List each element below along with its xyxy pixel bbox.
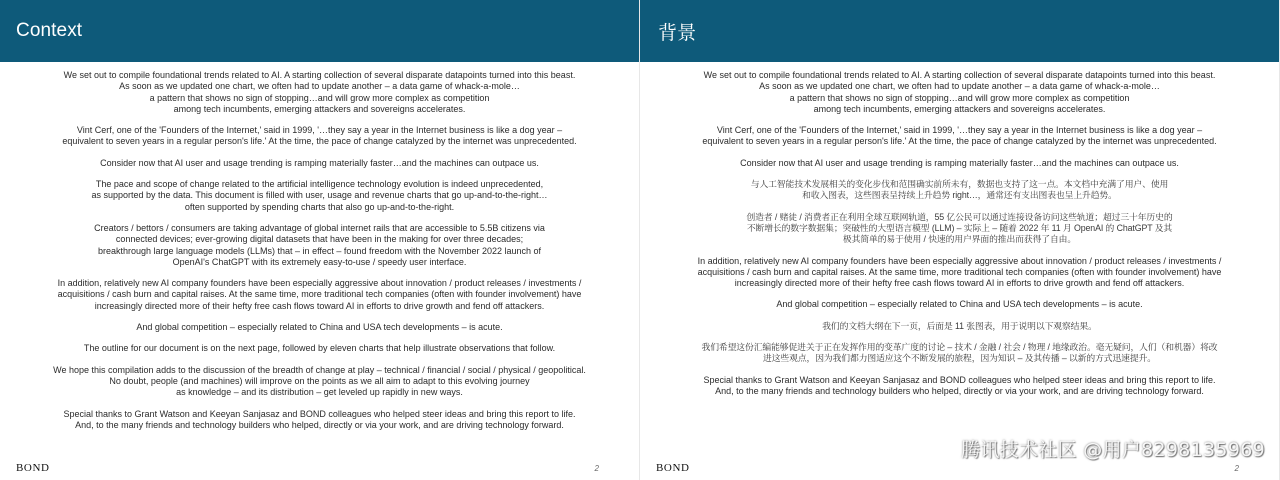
paragraph-line: We hope this compilation adds to the discussion of the breadth of change at play – technical / financial / social / physical / geopolitical. <box>53 364 586 375</box>
paragraph-line: The outline for our document is on the next page, followed by eleven charts that help illustrate observations that follow. <box>83 343 556 354</box>
paragraph-line: equivalent to seven years in a regular person's life.' At the time, the pace of change catalyzed by the internet was unprecedented. <box>702 136 1217 147</box>
paragraph-line: The pace and scope of change related to the artificial intelligence technology evolution is indeed unprecedented, <box>95 179 544 190</box>
paragraph-line: In addition, relatively new AI company founders have been especially aggressive about innovation / product releases / investments / <box>697 255 1222 266</box>
paragraph <box>18 179 621 213</box>
paragraph-line: as supported by the data. This document is filled with user, usage and revenue charts that go up-and-to-the-right… <box>91 190 548 201</box>
paragraph-line: connected devices; ever-growing digital datasets that have been in the making for over three decades; <box>115 234 524 245</box>
paragraph <box>18 409 621 432</box>
watermark-text: 腾讯技术社区 @用户8298135969 <box>961 439 1265 461</box>
slide-title: Context <box>16 20 83 41</box>
paragraph-line: equivalent to seven years in a regular person's life.' At the time, the pace of change catalyzed by the internet was unprecedented. <box>62 136 577 147</box>
paragraph-line: often supported by spending charts that also go up-and-to-the-right. <box>184 201 455 212</box>
paragraph-line: a pattern that shows no sign of stopping…and will grow more complex as competition <box>149 92 490 103</box>
slide-header <box>640 0 1279 62</box>
paragraph <box>658 299 1261 310</box>
paragraph-line: We set out to compile foundational trends related to AI. A starting collection of several disparate datapoints turned into this beast. <box>703 70 1216 80</box>
bond-logo: BOND <box>656 462 690 474</box>
paragraph-line: 进这些观点，因为我们都力图适应这个不断发展的旅程，因为知识 – 及其传播 – 以新的方式迅速提升。 <box>763 353 1156 364</box>
slide-body <box>18 70 621 441</box>
page-number: 2 <box>1234 464 1239 473</box>
paragraph <box>658 256 1261 290</box>
paragraph-line: breakthrough large language models (LLMs) that – in effect – found freedom with the November 2022 launch of <box>97 245 542 256</box>
page-number: 2 <box>594 464 599 473</box>
paragraph-line: No doubt, people (and machines) will improve on the points as we all aim to adapt to this evolving journey <box>109 375 530 386</box>
paragraph-line: OpenAI's ChatGPT with its extremely easy-to-use / speedy user interface. <box>172 256 467 267</box>
paragraph-line: We set out to compile foundational trends related to AI. A starting collection of several disparate datapoints turned into this beast. <box>63 70 576 80</box>
paragraph-line: And, to the many friends and technology builders who helped, directly or via your work, and are driving technology forward. <box>715 385 1204 396</box>
paragraph-line: 创造者 / 赌徒 / 消费者正在利用全球互联网轨道，55 亿公民可以通过连接设备访问这些轨道；超过三十年历史的 <box>746 211 1173 222</box>
slide-title: 背景 <box>658 21 697 44</box>
paragraph-line: Special thanks to Grant Watson and Keeyan Sanjasaz and BOND colleagues who helped steer ideas and bring this report to life. <box>63 408 576 419</box>
paragraph-line: acquisitions / cash burn and capital raises. At the same time, more traditional tech companies (often with founder involvement) have <box>57 289 582 300</box>
paragraph <box>18 125 621 148</box>
paragraph <box>658 158 1261 169</box>
paragraph-line: 我们的文档大纲在下一页，后面是 11 张图表，用于说明以下观察结果。 <box>822 320 1097 331</box>
paragraph <box>18 223 621 268</box>
paragraph-line: And, to the many friends and technology builders who helped, directly or via your work, and are driving technology forward. <box>75 419 564 430</box>
paragraph <box>18 365 621 399</box>
paragraph-line: Special thanks to Grant Watson and Keeyan Sanjasaz and BOND colleagues who helped steer ideas and bring this report to life. <box>703 374 1216 385</box>
paragraph-line: 与人工智能技术发展相关的变化步伐和范围确实前所未有，数据也支持了这一点。本文档中充满了用户、使用 <box>750 179 1169 190</box>
slide-right-translated <box>640 0 1280 480</box>
paragraph-line: Vint Cerf, one of the 'Founders of the Internet,' said in 1999, '…they say a year in the Internet business is like a dog year – <box>716 125 1203 136</box>
paragraph-line: 极其简单的易于使用 / 快速的用户界面的推出而获得了自由。 <box>842 234 1077 245</box>
paragraph-line: a pattern that shows no sign of stopping…and will grow more complex as competition <box>789 92 1130 103</box>
bond-logo: BOND <box>16 462 50 474</box>
paragraph-line: And global competition – especially related to China and USA tech developments – is acute. <box>776 299 1143 310</box>
paragraph-line: As soon as we updated one chart, we often had to update another – a data game of whack-a-mole… <box>759 81 1160 92</box>
paragraph-line: among tech incumbents, emerging attackers and sovereigns accelerates. <box>173 103 466 114</box>
paragraph-line: Consider now that AI user and usage trending is ramping materially faster…and the machines can outpace us. <box>740 157 1179 168</box>
paragraph-line: increasingly directed more of their hefty free cash flows toward AI in efforts to drive growth and fend off attackers. <box>734 278 1185 289</box>
paragraph <box>658 321 1261 332</box>
paragraph <box>658 212 1261 246</box>
paragraph-line: And global competition – especially related to China and USA tech developments – is acute. <box>136 322 503 333</box>
paragraph-line: 我们希望这份汇编能够促进关于正在发挥作用的变革广度的讨论 – 技术 / 金融 / 社会 / 物理 / 地缘政治。毫无疑问，人们（和机器）将改 <box>701 342 1218 353</box>
paragraph-line: increasingly directed more of their hefty free cash flows toward AI in efforts to drive growth and fend off attackers. <box>94 300 545 311</box>
paragraph <box>658 70 1261 115</box>
paragraph <box>658 179 1261 202</box>
paragraph <box>18 278 621 312</box>
paragraph <box>18 158 621 169</box>
paragraph <box>658 375 1261 398</box>
paragraph <box>658 125 1261 148</box>
paragraph-line: among tech incumbents, emerging attackers and sovereigns accelerates. <box>813 103 1106 114</box>
paragraph <box>18 70 621 115</box>
paragraph-line: 和收入图表，这些图表呈持续上升趋势 right…，通常还有支出图表也呈上升趋势。 <box>802 190 1117 201</box>
paragraph <box>18 322 621 333</box>
slide-body <box>658 70 1261 407</box>
paragraph-line: 不断增长的数字数据集；突破性的大型语言模型 (LLM) – 实际上 – 随着 2022 年 11 月 OpenAI 的 ChatGPT 及其 <box>746 222 1173 233</box>
paragraph <box>658 342 1261 365</box>
paragraph-line: In addition, relatively new AI company founders have been especially aggressive about innovation / product releases / investments / <box>57 278 582 289</box>
paragraph-line: Vint Cerf, one of the 'Founders of the Internet,' said in 1999, '…they say a year in the Internet business is like a dog year – <box>76 125 563 136</box>
paragraph-line: As soon as we updated one chart, we often had to update another – a data game of whack-a-mole… <box>119 81 520 92</box>
slide-header <box>0 0 639 62</box>
paragraph-line: Creators / bettors / consumers are taking advantage of global internet rails that are accessible to 5.5B citizens via <box>94 222 545 233</box>
paragraph <box>18 343 621 354</box>
paragraph-line: Consider now that AI user and usage trending is ramping materially faster…and the machines can outpace us. <box>100 157 539 168</box>
paragraph-line: as knowledge – and its distribution – get leveled up rapidly in new ways. <box>176 387 463 398</box>
paragraph-line: acquisitions / cash burn and capital raises. At the same time, more traditional tech companies (often with founder involvement) have <box>697 266 1222 277</box>
